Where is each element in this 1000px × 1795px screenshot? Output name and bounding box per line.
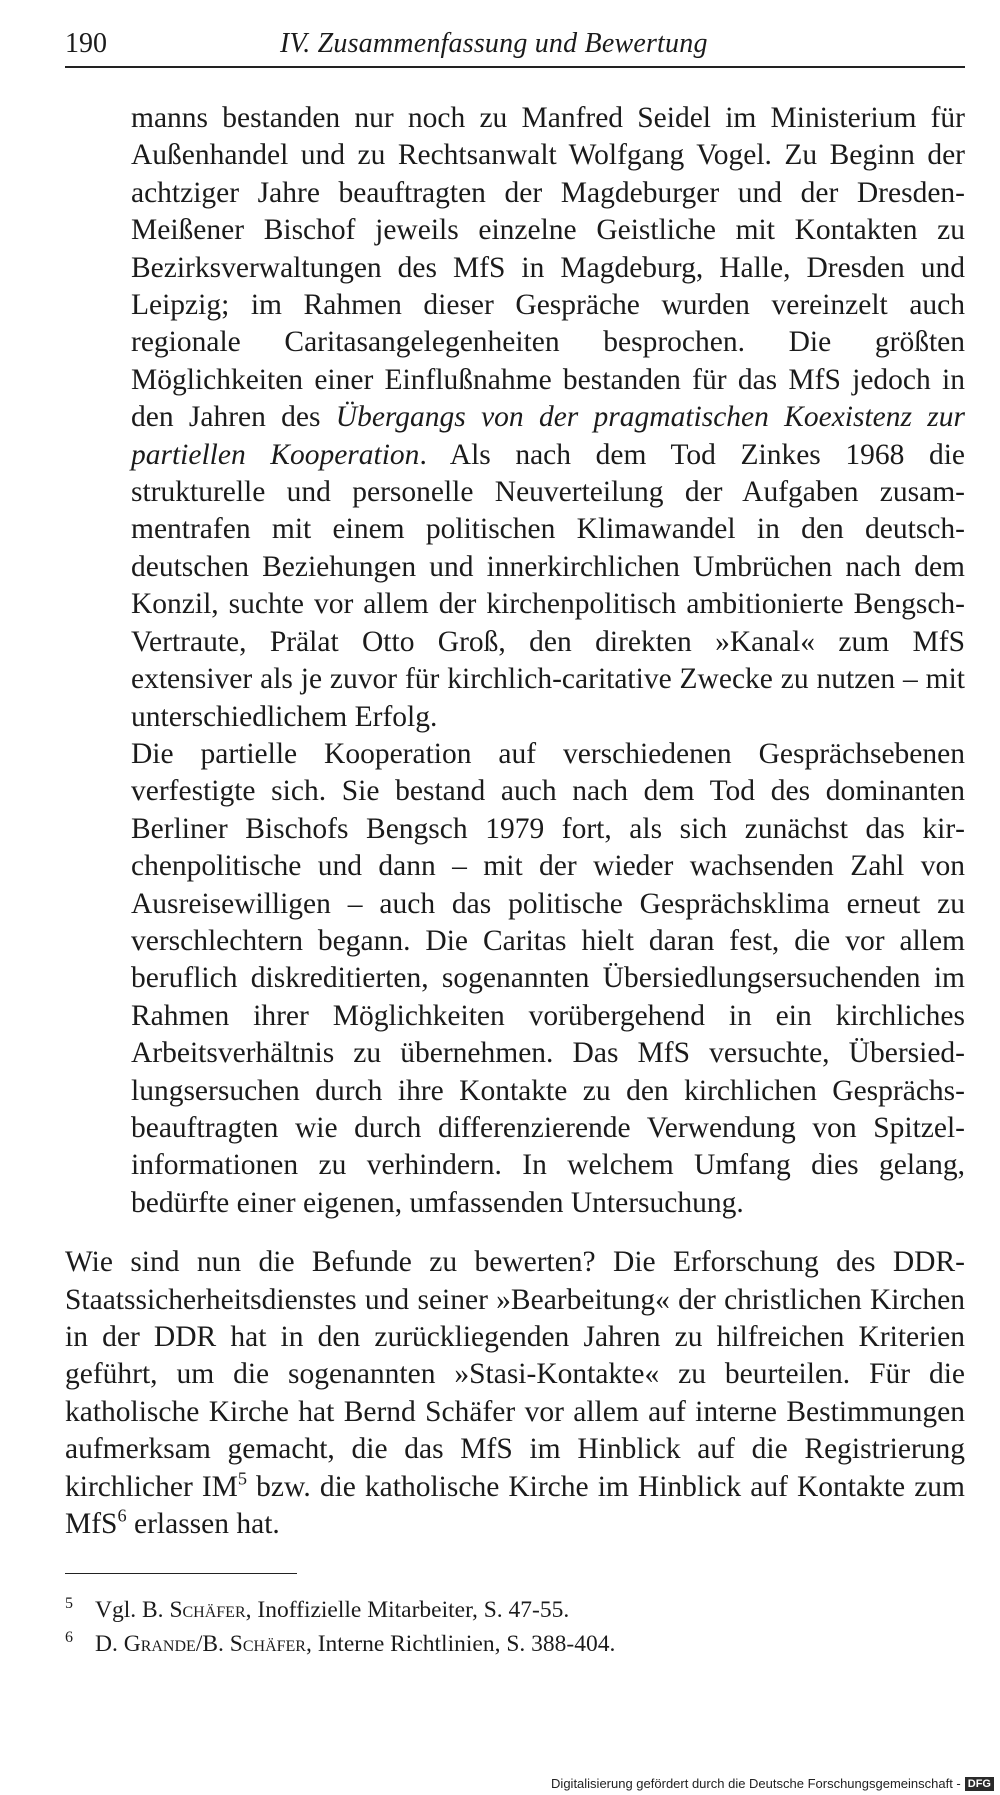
running-head: IV. Zusammenfassung und Bewertung (280, 28, 708, 59)
text-run: erlassen hat. (126, 1508, 280, 1541)
footnote (65, 1627, 965, 1661)
footnote-ref[interactable]: 5 (237, 1468, 248, 1489)
footnote-post: , Interne Richtlinien, S. 388-404. (305, 1631, 616, 1657)
dfg-logo: DFG (965, 1777, 994, 1791)
footnote-pre: D. (95, 1631, 124, 1657)
text-run: manns bestanden nur noch zu Manfred Seidel im Ministerium für Außenhandel und zu Rechtsanwalt Wolfgang Vogel. Zu Beginn der achtziger Jahre beauftragten der Magdeburger und der Dresden-Meißener Bischof jeweils einzelne Geistliche mit Kontakten zu Bezirksverwaltungen des MfS in Magdeburg, Halle, Dresden und Leipzig; im Rahmen dieser Gespräche wurden vereinzelt auch regionale Caritasangelegenheiten besprochen. Die größten Möglichkeiten einer Einflußnahme bestanden für das MfS jedoch in den Jahren des (131, 102, 965, 434)
page-number: 190 (65, 28, 107, 59)
digitization-text: Digitalisierung gefördert durch die Deutsche Forschungsgemeinschaft - (551, 1776, 961, 1791)
italic-phrase: Übergangs von der pragmatischen Koexistenz zur partiellen Kooperation (131, 401, 965, 471)
footnote-author: Grande/B. Schäfer (123, 1631, 306, 1657)
footnotes (65, 1593, 965, 1661)
text-run: bzw. die katholische Kirche im Hinblick auf Kontakte zum MfS (65, 1470, 965, 1541)
footnote-text (95, 1593, 569, 1627)
paragraph: Die partielle Kooperation auf verschiedenen Gesprächsebenen verfestigte sich. Sie bestand auch nach dem Tod des dominanten Berliner Bischofs Bengsch 1979 fort, als sich zunächst das kirchenpolitische und dann – mit der wieder wachsenden Zahl von Ausreisewilligen – auch das politische Gesprächsklima erneut zu verschlechtern begann. Die Caritas hielt daran fest, die vor allem beruflich diskreditierten, sogenannten Übersiedlungsersuchenden im Rahmen ihrer Möglichkeiten vorübergehend in ein kirchliches Arbeitsverhältnis zu übernehmen. Das MfS versuchte, Übersiedlungsersuchen durch ihre Kontakte zu den kirchlichen Gesprächsbeauftragten wie durch differenzierende Verwendung von Spitzelinformationen zu verhindern. In welchem Umfang dies gelang, bedürfte einer eigenen, umfassenden Untersuchung. (131, 737, 965, 1219)
footnote-divider (65, 1573, 297, 1574)
page-header (65, 22, 965, 68)
paragraph (65, 100, 965, 736)
footnote-number: 5 (65, 1595, 73, 1612)
footnote-author: Schäfer (169, 1597, 246, 1623)
digitization-note (551, 1776, 994, 1791)
text-run: . Als nach dem Tod Zinkes 1968 die strukturelle und personelle Neuverteilung der Aufgaben zusammentrafen mit einem politischen Klimawandel in den deutsch-deutschen Beziehungen und innerkirchlichen Umbrüchen nach dem Konzil, suchte vor allem der kirchenpolitisch ambitionierte Bengsch-Vertraute, Prälat Otto Groß, den direkten »Kanal« zum MfS extensiver als je zuvor für kirchlich-caritative Zwecke zu nutzen – mit unterschiedlichem Erfolg. (131, 438, 965, 733)
footnote-ref[interactable]: 6 (117, 1505, 127, 1526)
footnote-text (95, 1627, 615, 1661)
footnote-pre: Vgl. B. (95, 1597, 170, 1623)
footnote-post: , Inoffizielle Mitarbeiter, S. 47-55. (245, 1597, 570, 1623)
footnote (65, 1593, 965, 1627)
text-run: Wie sind nun die Befunde zu bewerten? Die Erforschung des DDR-Staatssicherheitsdienstes und seiner »Bearbeitung« der christlichen Kirchen in der DDR hat in den zurückliegenden Jahren zu hilfreichen Kriterien geführt, um die sogenannten »Stasi-Kontakte« zu beurteilen. Für die katholische Kirche hat Bernd Schäfer vor allem auf interne Bestimmungen aufmerksam gemacht, die das MfS im Hinblick auf die Registrierung kirchlicher IM (65, 1246, 965, 1503)
footnote-number: 6 (65, 1629, 73, 1646)
body-text (65, 100, 965, 1543)
paragraph (65, 1244, 965, 1543)
